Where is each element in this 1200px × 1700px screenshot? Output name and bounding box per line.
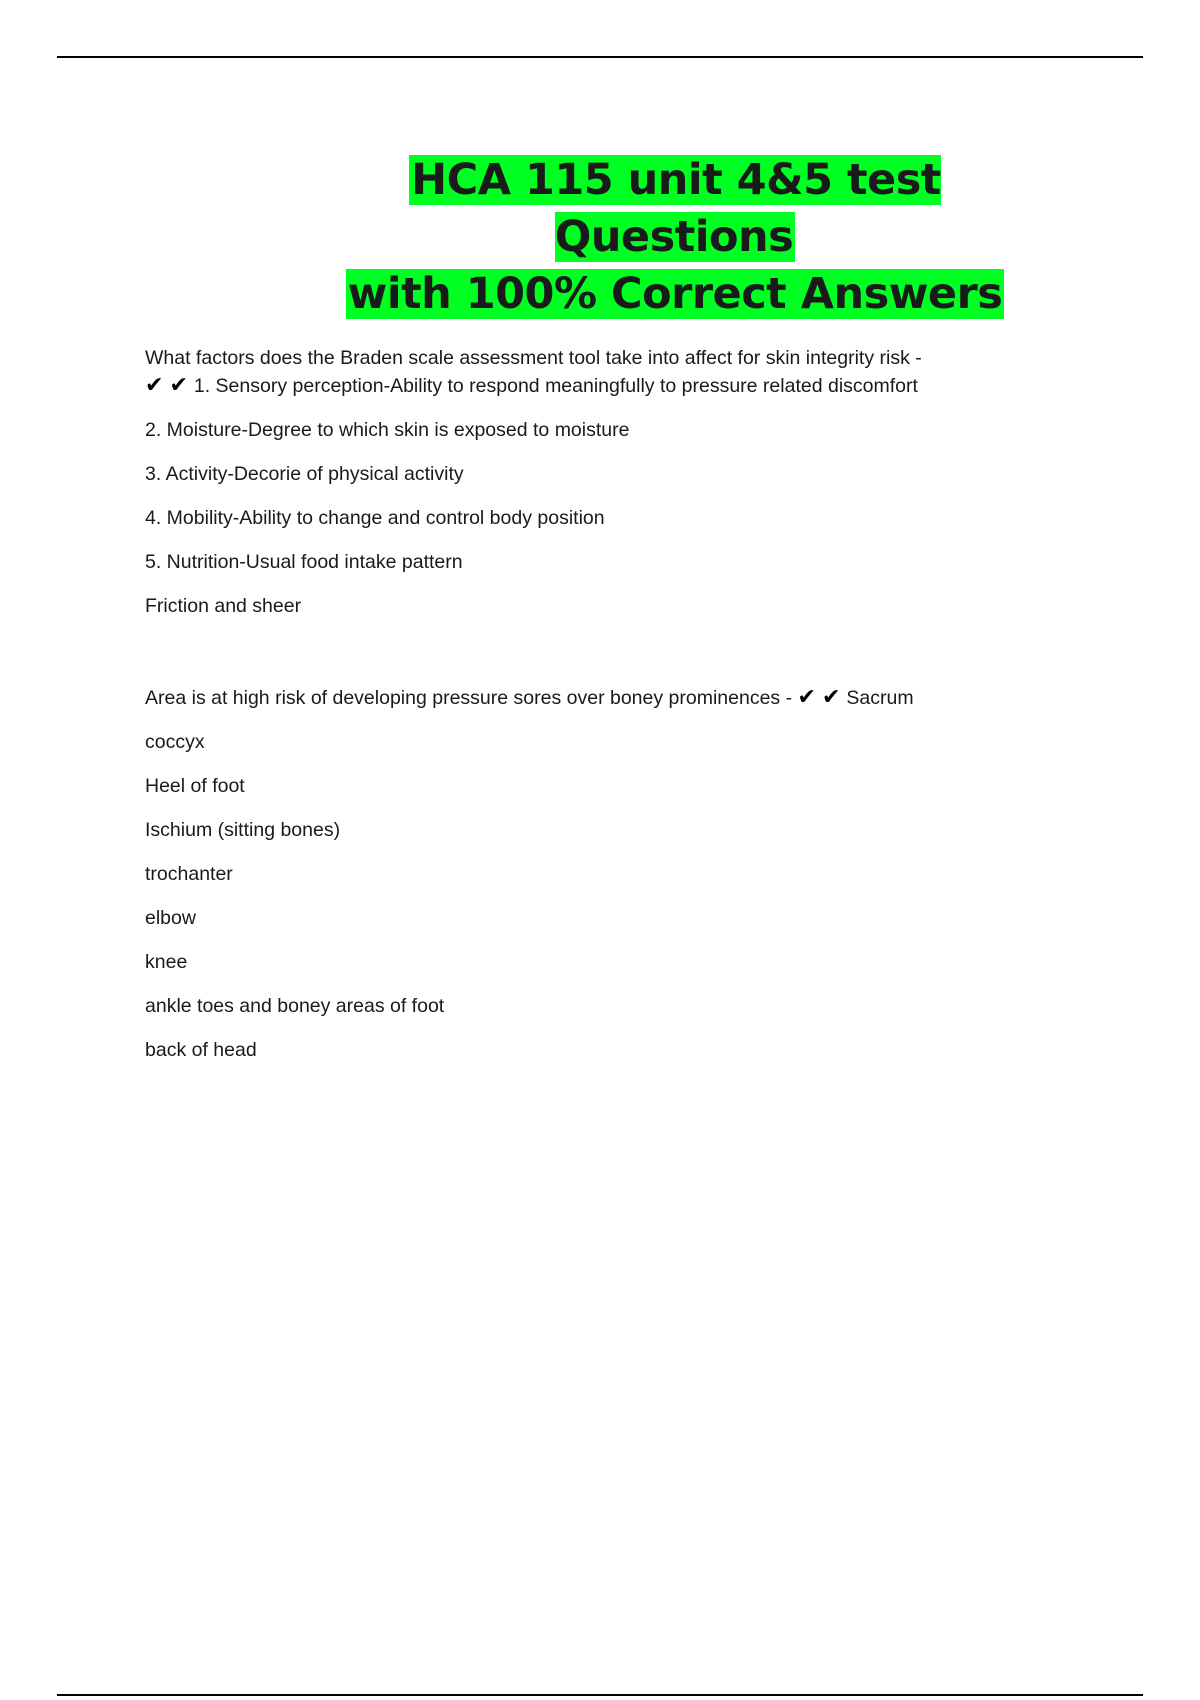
answer-1-item: 2. Moisture-Degree to which skin is exposed to moisture [145, 419, 630, 441]
question-text: Area is at high risk of developing pressure sores over boney prominences - [145, 687, 793, 709]
answer-2-item: Heel of foot [145, 775, 245, 797]
bottom-divider [57, 1694, 1143, 1696]
question-1: What factors does the Braden scale assessment tool take into affect for skin integrity risk - [145, 347, 922, 369]
document-body [145, 344, 1045, 1080]
checkmark-icon: ✔ [145, 373, 164, 398]
answer-text: Sacrum [846, 687, 914, 709]
document-title [290, 152, 1060, 323]
checkmark-icon: ✔ [169, 373, 188, 398]
checkmark-icon: ✔ [821, 685, 841, 710]
answer-2-item: back of head [145, 1039, 257, 1061]
section-gap [145, 636, 1045, 684]
answer-2-item: knee [145, 951, 188, 973]
answer-2-item: Ischium (sitting bones) [145, 819, 341, 841]
answer-1-item: 4. Mobility-Ability to change and control body position [145, 507, 605, 529]
top-divider [57, 56, 1143, 58]
answer-text: 1. Sensory perception-Ability to respond meaningfully to pressure related discomfort [193, 375, 918, 397]
answer-2-item: ankle toes and boney areas of foot [145, 995, 445, 1017]
answer-2-item: coccyx [145, 731, 205, 753]
question-2 [145, 684, 1045, 712]
answer-2-item: trochanter [145, 863, 233, 885]
answer-1-item: Friction and sheer [145, 595, 302, 617]
checkmark-icon: ✔ [797, 685, 816, 710]
title-line-2: with 100% Correct Answers [347, 269, 1003, 319]
answer-1-item: 3. Activity-Decorie of physical activity [145, 463, 464, 485]
title-line-1: HCA 115 unit 4&5 test Questions [411, 155, 941, 262]
answer-2-item: elbow [145, 907, 196, 929]
answer-1-first [145, 372, 1045, 400]
answer-1-item: 5. Nutrition-Usual food intake pattern [145, 551, 463, 573]
